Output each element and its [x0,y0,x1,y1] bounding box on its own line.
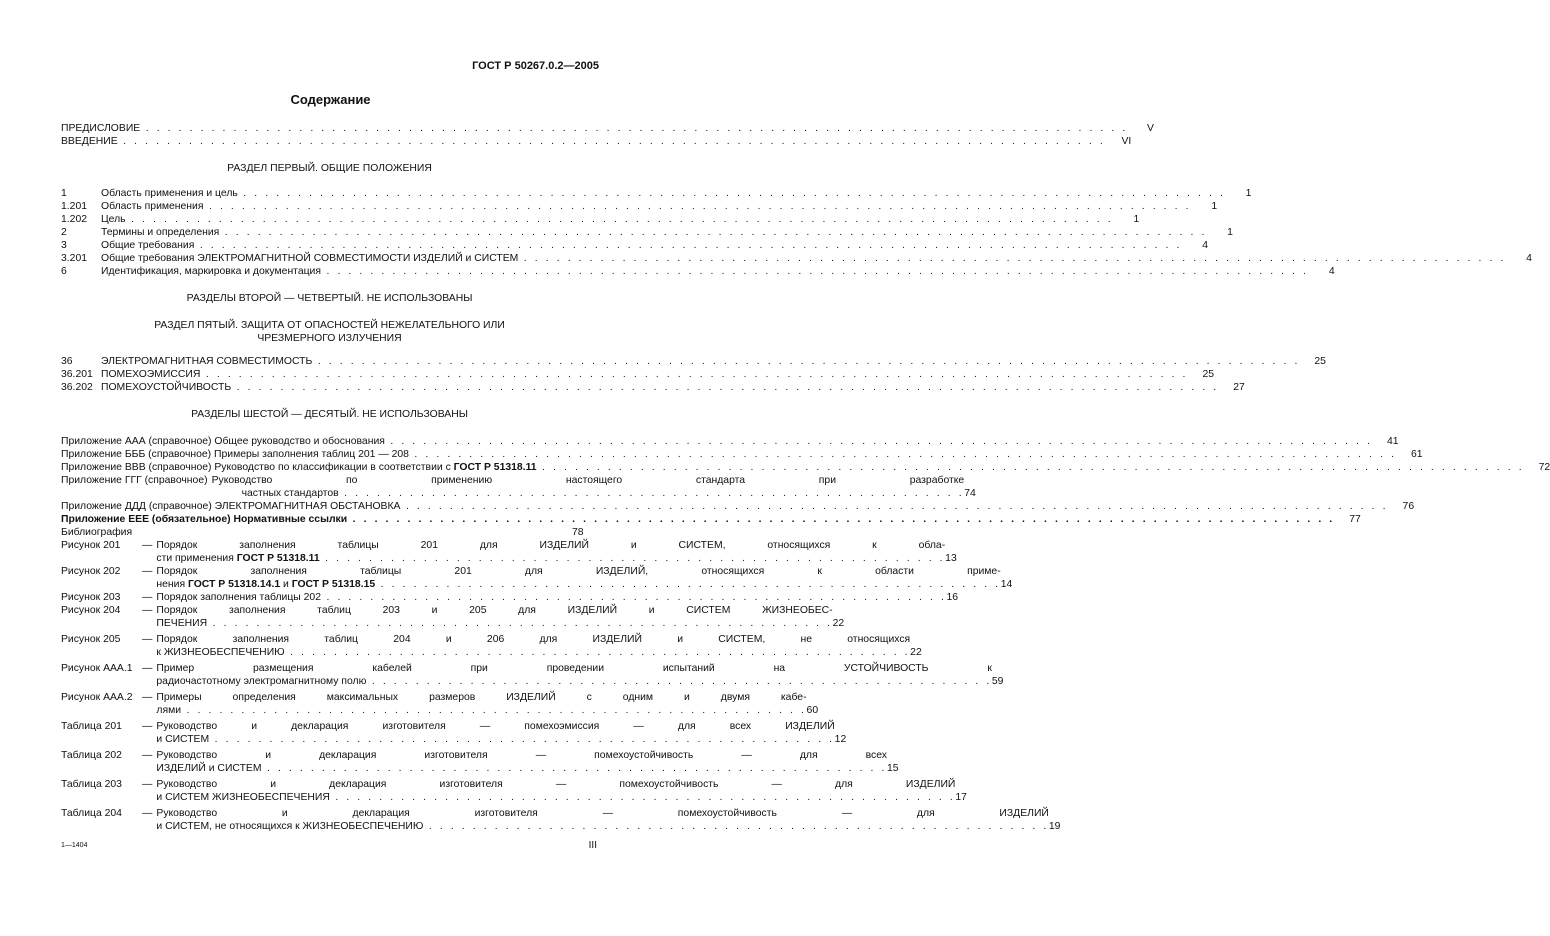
table-line: и СИСТЕМ ЖИЗНЕОБЕСПЕЧЕНИЯ . . . [156,791,955,804]
dash: — [142,721,153,732]
fig-last-line [156,591,946,604]
dash: — [142,692,153,703]
fig-line: Порядок заполнения таблиц 204 и 206 для ИЗДЕЛИЙ и СИСТЕМ, не относящихся [156,634,911,645]
toc-text: Приложение ДДД (справочное) ЭЛЕКТРОМАГНИТНАЯ ОБСТАНОВКА . . . [61,500,1388,513]
table-label: Таблица 203 [61,779,122,790]
dash: — [142,779,153,790]
toc-entry-table[interactable] [61,720,847,746]
toc-text: Приложение ВВВ (справочное) Руководство по классификации в соответствии с ГОСТ Р 51318.11 . . . [61,461,1524,474]
toc-page: 22 [832,618,845,629]
toc-page: 17 [955,792,967,803]
fig-label: Рисунок 201 [61,540,121,551]
table-line: Руководство и декларация изготовителя — помехоустойчивость — для ИЗДЕЛИЙ [156,779,956,790]
fig-line: лями . . . [156,704,806,717]
table-last-line [156,820,1049,833]
section-heading-5-line1: РАЗДЕЛ ПЯТЫЙ. ЗАЩИТА ОТ ОПАСНОСТЕЙ НЕЖЕЛАТЕЛЬНОГО ИЛИ [154,320,505,331]
fig-body [156,604,832,630]
toc-num: 1 [61,188,67,199]
toc-page: 13 [945,553,957,564]
toc-page: 60 [806,705,819,716]
fig-line: сти применения ГОСТ Р 51318.11 . . . [156,552,945,565]
fig-body [156,539,945,565]
page-title: Содержание [290,92,371,107]
fig-last-line [156,646,910,659]
toc-entry-foreword[interactable] [61,122,1154,135]
toc-entry[interactable] [61,265,1335,278]
toc-entry-figure[interactable] [61,539,957,565]
toc-text: Приложение БББ (справочное) Примеры заполнения таблиц 201 — 208 . . . [61,448,1397,461]
toc-text: Приложение ЕЕЕ (обязательное) Нормативные ссылки . . . [61,513,1335,526]
table-label: Таблица 204 [61,808,122,819]
toc-num: 36 [61,356,73,367]
fig-label: Рисунок 205 [61,634,121,645]
toc-entry[interactable] [61,252,1532,265]
toc-page: 15 [887,763,899,774]
table-last-line [156,733,834,746]
toc-entry[interactable] [61,368,1215,381]
toc-text: Цель . . . [101,213,1113,226]
toc-page: 41 [1386,436,1399,447]
toc-page: 1 [1211,201,1218,212]
annex-line: Руководство по применению настоящего стандарта при разработке [211,475,965,486]
toc-entry-figure[interactable] [61,591,959,604]
fig-line: радиочастотному электромагнитному полю . . . [156,675,992,688]
fig-last-line [156,675,992,688]
toc-page: 72 [1538,462,1550,473]
dash: — [142,663,153,674]
toc-entry[interactable] [61,213,1140,226]
table-line: Руководство и декларация изготовителя — помехоэмиссия — для всех ИЗДЕЛИЙ [156,721,835,732]
fig-line: Порядок заполнения таблицы 201 для ИЗДЕЛИЙ, относящихся к области приме- [156,566,1001,577]
fig-line: Примеры определения максимальных размеров ИЗДЕЛИЙ с одним и двумя кабе- [156,692,807,703]
toc-page: 76 [1402,501,1415,512]
toc-num: 1.202 [61,214,88,225]
dash: — [142,750,153,761]
toc-num: 36.201 [61,369,93,380]
dash: — [142,605,153,616]
toc-page: 1 [1245,188,1252,199]
fig-line: к ЖИЗНЕОБЕСПЕЧЕНИЮ . . . [156,646,910,659]
fig-line: Порядок заполнения таблицы 201 для ИЗДЕЛИЙ и СИСТЕМ, относящихся к обла- [156,540,946,551]
dash: — [142,808,153,819]
toc-page: 1 [1133,214,1140,225]
toc-num: 2 [61,227,67,238]
toc-text: Термины и определения . . . [101,226,1207,239]
toc-page: 12 [834,734,847,745]
toc-page: 22 [910,647,922,658]
toc-page: 4 [1526,253,1532,264]
annex-last-line [212,487,965,500]
table-last-line [156,791,955,804]
toc-text: Библиография [61,527,133,538]
toc-text: Идентификация, маркировка и документация . . . [101,265,1309,278]
toc-page: 25 [1202,369,1215,380]
toc-text: ПРЕДИСЛОВИЕ . . . [61,122,1128,135]
toc-page: 77 [1349,514,1361,525]
toc-entry-figure[interactable] [61,691,819,717]
toc-entry-bibliography[interactable] [61,526,598,539]
fig-body [156,565,1000,591]
toc-page: 61 [1411,449,1423,460]
fig-line: ПЕЧЕНИЯ . . . [156,617,832,630]
toc-text: Общие требования . . . [101,239,1182,252]
fig-line: нения ГОСТ Р 51318.14.1 и ГОСТ Р 51318.15 . . . [156,578,1000,591]
toc-entry-annex-vvv[interactable] [61,461,1550,474]
toc-num: 36.202 [61,382,93,393]
toc-text: Общие требования ЭЛЕКТРОМАГНИТНОЙ СОВМЕСТИМОСТИ ИЗДЕЛИЙ и СИСТЕМ . . . [101,252,1506,265]
toc-entry[interactable] [61,200,1218,213]
toc-page: 25 [1314,356,1326,367]
dash: — [142,592,153,603]
toc-entry-figure[interactable] [61,662,1004,688]
table-label: Таблица 202 [61,750,122,761]
toc-num: 1.201 [61,201,88,212]
table-line: Руководство и декларация изготовителя — помехоустойчивость — для ИЗДЕЛИЙ [156,808,1049,819]
table-last-line [156,762,887,775]
fig-last-line [156,578,1000,591]
table-of-contents [61,122,1550,833]
section-heading-5-line2: ЧРЕЗМЕРНОГО ИЗЛУЧЕНИЯ [257,333,402,344]
toc-entry-table[interactable] [61,778,967,804]
bib-body [61,526,572,539]
toc-page: 4 [1202,240,1208,251]
annex-label: Приложение ГГГ (справочное) [61,475,208,486]
toc-page: 1 [1227,227,1233,238]
toc-entry[interactable] [61,355,1326,368]
fig-body [156,691,806,717]
toc-entry-table[interactable] [61,749,899,775]
toc-text: Приложение ААА (справочное) Общее руководство и обоснования . . . [61,435,1373,448]
toc-page: VI [1121,136,1132,147]
dash: — [142,634,153,645]
fig-label: Рисунок ААА.2 [61,692,133,703]
table-body [156,778,955,804]
fig-body [156,591,946,604]
toc-num: 3 [61,240,67,251]
annex-line: частных стандартов . . . [212,487,965,500]
toc-page: 27 [1233,382,1245,393]
page-number: III [588,840,597,851]
fig-last-line [156,617,832,630]
toc-text: ПОМЕХОУСТОЙЧИВОСТЬ . . . [101,381,1219,394]
fig-last-line [156,552,945,565]
section-heading-6-10: РАЗДЕЛЫ ШЕСТОЙ — ДЕСЯТЫЙ. НЕ ИСПОЛЬЗОВАНЫ [191,409,468,420]
fig-line: Порядок заполнения таблицы 202 . . . [156,591,946,604]
toc-entry-figure[interactable] [61,565,1013,591]
toc-entry-figure[interactable] [61,633,922,659]
table-line: Руководство и декларация изготовителя — помехоустойчивость — для всех [156,750,888,761]
fig-label: Рисунок 202 [61,566,121,577]
fig-body [156,633,910,659]
toc-entry-annex-ddd[interactable] [61,500,1415,513]
toc-page: 78 [572,527,584,538]
annex-body [208,474,965,500]
dash: — [142,540,153,551]
fig-label: Рисунок 203 [61,592,121,603]
standard-number: ГОСТ Р 50267.0.2—2005 [472,60,599,72]
toc-page: 16 [946,592,959,603]
table-line: и СИСТЕМ . . . [156,733,834,746]
section-heading-1: РАЗДЕЛ ПЕРВЫЙ. ОБЩИЕ ПОЛОЖЕНИЯ [227,163,432,174]
toc-page: 4 [1328,266,1335,277]
fig-line: Пример размещения кабелей при проведении испытаний на УСТОЙЧИВОСТЬ к [156,663,992,674]
table-body [156,720,834,746]
section-heading-2-4: РАЗДЕЛЫ ВТОРОЙ — ЧЕТВЕРТЫЙ. НЕ ИСПОЛЬЗОВАНЫ [186,293,473,304]
toc-num: 3.201 [61,253,88,264]
toc-page: 74 [964,488,976,499]
toc-entry-annex-aaa[interactable] [61,435,1399,448]
toc-text: ВВЕДЕНИЕ . . . [61,135,1105,148]
toc-num: 6 [61,266,67,277]
toc-entry-annex-eee[interactable] [61,513,1361,526]
fig-body [156,662,992,688]
toc-entry[interactable] [61,187,1252,200]
footer-print-code: 1—1404 [61,842,88,849]
toc-entry-introduction[interactable] [61,135,1132,148]
toc-page: V [1146,123,1154,134]
fig-last-line [156,704,806,717]
dash: — [142,566,153,577]
toc-text: Область применения и цель . . . [101,187,1225,200]
table-body [156,807,1049,833]
fig-label: Рисунок ААА.1 [61,663,133,674]
fig-line: Порядок заполнения таблиц 203 и 205 для ИЗДЕЛИЙ и СИСТЕМ ЖИЗНЕОБЕС- [156,605,833,616]
toc-entry[interactable] [61,381,1245,394]
toc-entry[interactable] [61,226,1233,239]
table-body [156,749,887,775]
toc-text: ПОМЕХОЭМИССИЯ . . . [101,368,1188,381]
toc-entry-annex-ggg[interactable] [61,474,976,500]
toc-page: 59 [991,676,1004,687]
table-label: Таблица 201 [61,721,122,732]
table-line: ИЗДЕЛИЙ и СИСТЕМ . . . [156,762,887,775]
toc-entry[interactable] [61,239,1208,252]
toc-page: 14 [1000,579,1013,590]
toc-text: Область применения . . . [101,200,1191,213]
toc-entry-figure[interactable] [61,604,845,630]
fig-label: Рисунок 204 [61,605,121,616]
table-line: и СИСТЕМ, не относящихся к ЖИЗНЕОБЕСПЕЧЕНИЮ . . . [156,820,1049,833]
toc-page: 19 [1048,821,1061,832]
toc-entry-annex-bbb[interactable] [61,448,1423,461]
toc-text: ЭЛЕКТРОМАГНИТНАЯ СОВМЕСТИМОСТЬ . . . [101,355,1300,368]
toc-entry-table[interactable] [61,807,1061,833]
